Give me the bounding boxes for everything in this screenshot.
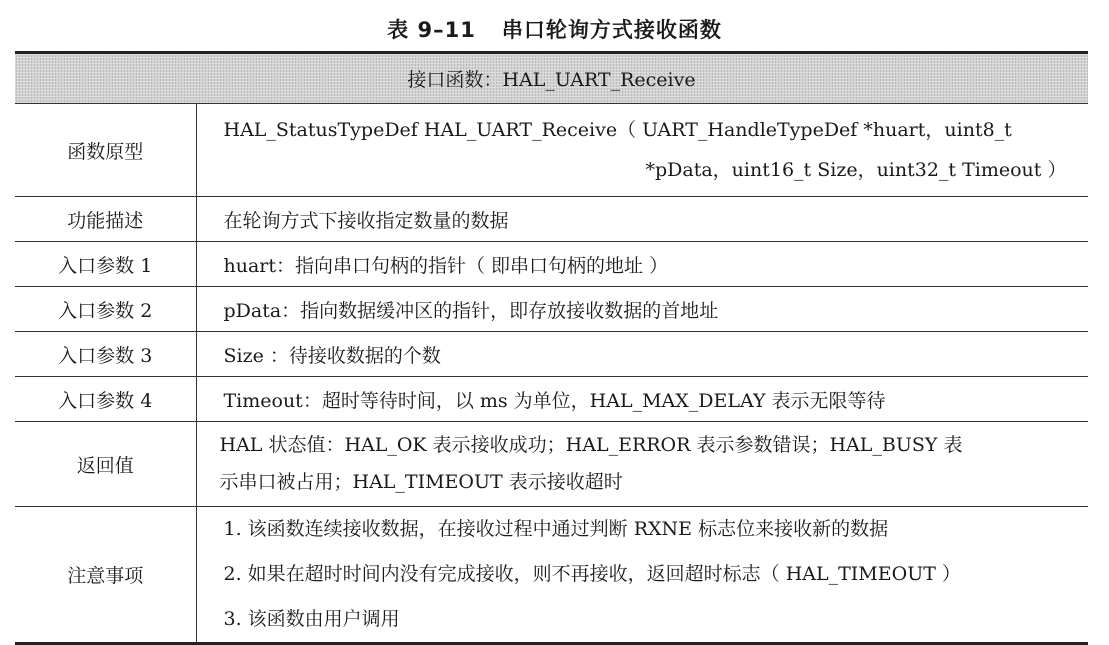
description-label: 功能描述 [15, 197, 196, 242]
prototype-label: 函数原型 [15, 104, 196, 197]
table-title: 串口轮询方式接收函数 [501, 18, 722, 42]
param3-text: Size ：待接收数据的个数 [196, 332, 1088, 377]
param4-label: 入口参数 4 [15, 377, 196, 422]
table-row [15, 104, 1088, 197]
return-label: 返回值 [15, 422, 196, 507]
return-line-2: 示串口被占用；HAL_TIMEOUT 表示接收超时 [219, 471, 623, 493]
table-number: 表 9–11 [387, 18, 476, 42]
table-row [15, 197, 1088, 242]
table-row [15, 507, 1088, 644]
prototype-line-1: HAL_StatusTypeDef HAL_UART_Receive（ UART_HandleTypeDef *huart，uint8_t [223, 119, 1012, 141]
table-row [15, 422, 1088, 507]
return-cell [196, 422, 1088, 507]
description-text: 在轮询方式下接收指定数量的数据 [196, 197, 1088, 242]
table-row [15, 332, 1088, 377]
interface-function-header: 接口函数：HAL_UART_Receive [15, 53, 1088, 104]
notes-label: 注意事项 [15, 507, 196, 644]
prototype-cell [196, 104, 1088, 197]
table-header-row [15, 53, 1088, 104]
return-line-1: HAL 状态值：HAL_OK 表示接收成功；HAL_ERROR 表示参数错误；HAL_BUSY 表 [219, 434, 963, 456]
param3-label: 入口参数 3 [15, 332, 196, 377]
prototype-line-2: *pData，uint16_t Size，uint32_t Timeout ） [645, 159, 1067, 181]
table-row [15, 287, 1088, 332]
param4-text: Timeout：超时等待时间，以 ms 为单位，HAL_MAX_DELAY 表示无限等待 [196, 377, 1088, 422]
table-caption [0, 14, 1109, 44]
table-row [15, 377, 1088, 422]
function-table-frame [15, 51, 1088, 629]
notes-cell [196, 507, 1088, 644]
param1-label: 入口参数 1 [15, 242, 196, 287]
function-table [15, 51, 1088, 645]
param2-text: pData：指向数据缓冲区的指针，即存放接收数据的首地址 [196, 287, 1088, 332]
table-row [15, 242, 1088, 287]
note-item-1: 1. 该函数连续接收数据，在接收过程中通过判断 RXNE 标志位来接收新的数据 [223, 518, 889, 540]
param2-label: 入口参数 2 [15, 287, 196, 332]
note-item-3: 3. 该函数由用户调用 [223, 608, 400, 630]
param1-text: huart：指向串口句柄的指针（ 即串口句柄的地址 ） [196, 242, 1088, 287]
note-item-2: 2. 如果在超时时间内没有完成接收，则不再接收，返回超时标志（ HAL_TIMEOUT ） [223, 563, 961, 585]
